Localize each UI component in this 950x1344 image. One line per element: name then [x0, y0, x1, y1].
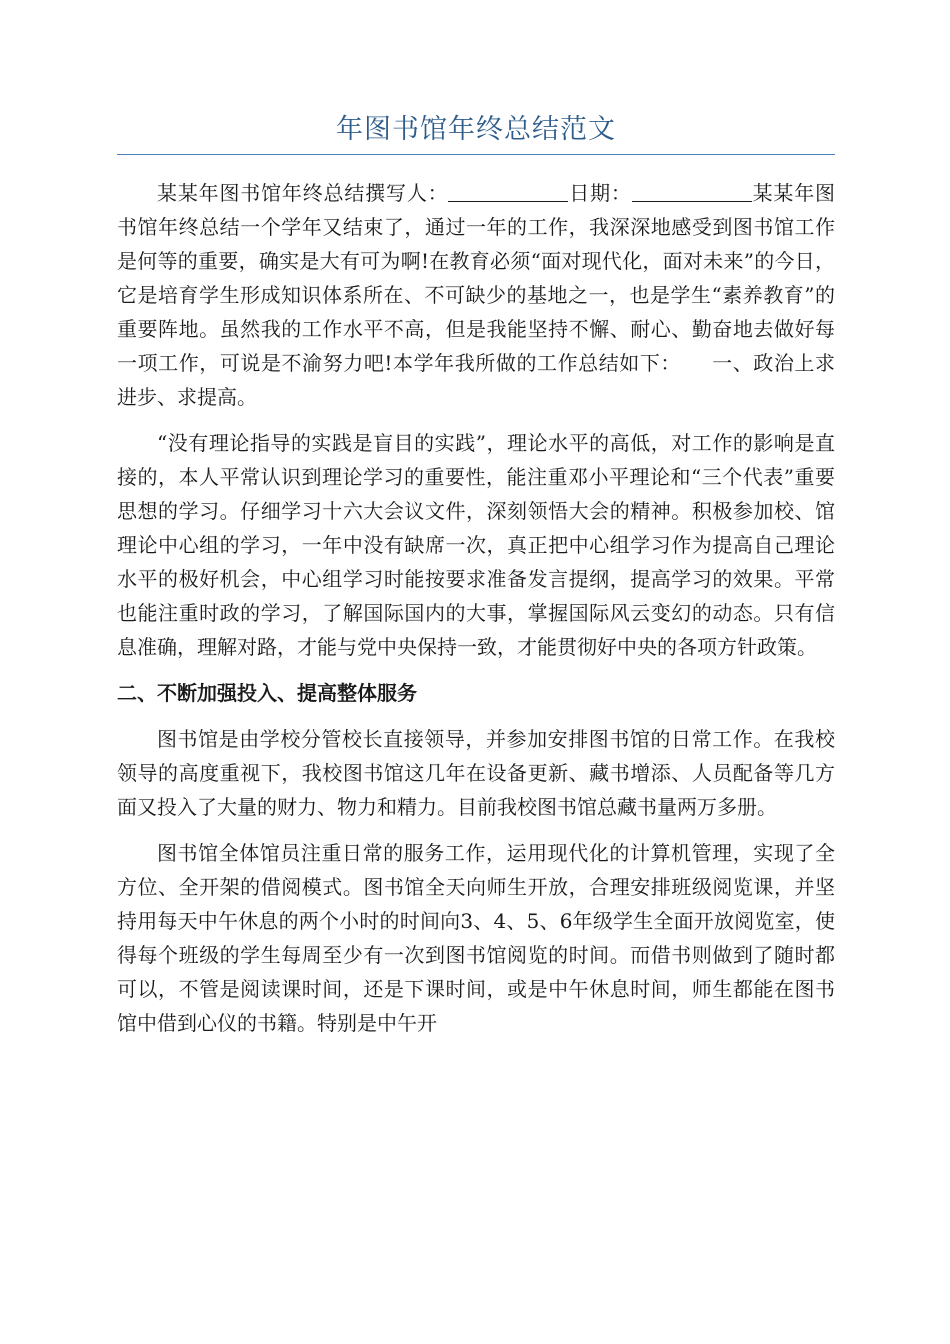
title-underline: [117, 154, 835, 155]
paragraph-service: 图书馆全体馆员注重日常的服务工作，运用现代化的计算机管理，实现了全方位、全开架的借阅模式。图书馆全天向师生开放，合理安排班级阅览课，并坚持用每天中午休息的两个小时的时间向3、4、5、6年级学生全面开放阅览室，使得每个班级的学生每周至少有一次到图书馆阅览的时间。而借书则做到了随时都可以，不管是阅读课时间，还是下课时间，或是中午休息时间，师生都能在图书馆中借到心仪的书籍。特别是中午开: [117, 841, 835, 1035]
date-label: 日期：: [568, 181, 632, 205]
paragraph-theory: “没有理论指导的实践是盲目的实践”，理论水平的高低，对工作的影响是直接的，本人平常认识到理论学习的重要性，能注重邓小平理论和“三个代表”重要思想的学习。仔细学习十六大会议文件，深刻领悟大会的精神。积极参加校、馆理论中心组的学习，一年中没有缺席一次，真正把中心组学习作为提高自己理论水平的极好机会，中心组学习时能按要求准备发言提纲，提高学习的效果。平常也能注重时政的学习，了解国际国内的大事，掌握国际风云变幻的动态。只有信息准确，理解对路，才能与党中央保持一致，才能贯彻好中央的各项方针政策。: [117, 431, 835, 659]
section-heading-2: 二、不断加强投入、提高整体服务: [117, 681, 417, 705]
intro-text: 某某年图书馆年终总结一个学年又结束了，通过一年的工作，我深深地感受到图书馆工作是何等的重要，确实是大有可为啊!在教育必须“面对现代化，面对未来”的今日，它是培育学生形成知识体系所在、不可缺少的基地之一，也是学生“素养教育”的重要阵地。虽然我的工作水平不高，但是我能坚持不懈、耐心、勤奋地去做好每一项工作，可说是不渝努力吧!本学年我所做的工作总结如下： 一、政治上求进步、求提高。: [117, 181, 836, 409]
document-title: 年图书馆年终总结范文: [336, 114, 616, 145]
intro-paragraph: [117, 176, 835, 414]
author-blank: [448, 181, 568, 202]
date-blank: [632, 181, 752, 202]
intro-prefix: 某某年图书馆年终总结撰写人：: [157, 181, 449, 205]
paragraph-investment: 图书馆是由学校分管校长直接领导，并参加安排图书馆的日常工作。在我校领导的高度重视下，我校图书馆这几年在设备更新、藏书增添、人员配备等几方面又投入了大量的财力、物力和精力。目前我校图书馆总藏书量两万多册。: [117, 727, 835, 819]
document-body: [117, 176, 835, 1052]
